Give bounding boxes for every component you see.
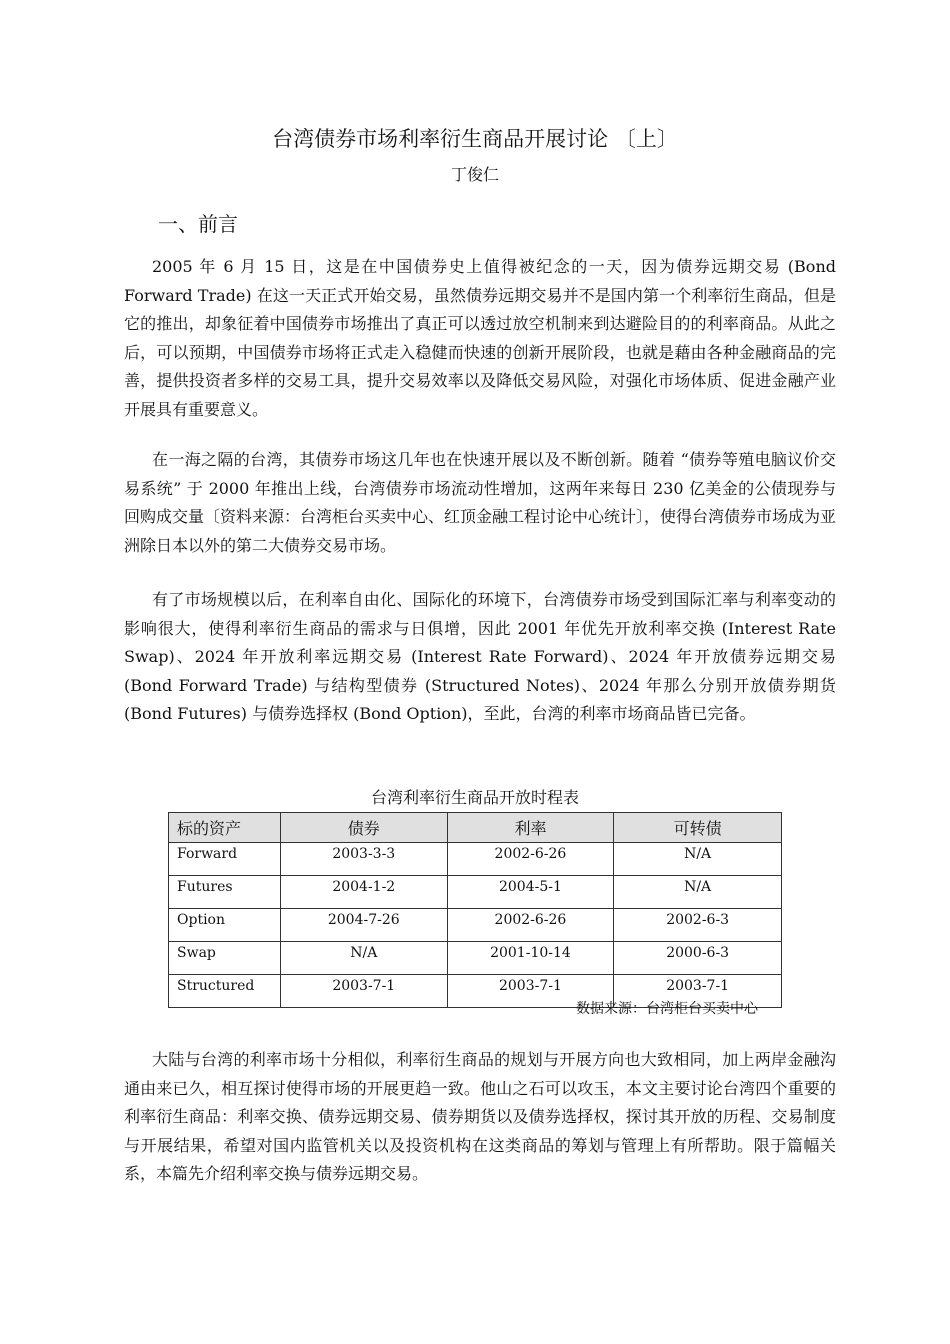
article-title: 台湾债券市场利率衍生商品开展讨论 〔上〕	[272, 127, 678, 151]
table-cell: 2002-6-26	[447, 843, 614, 876]
table-cell: Swap	[169, 942, 281, 975]
table-cell: 2003-7-1	[614, 975, 782, 1008]
table-cell: Option	[169, 909, 281, 942]
table-cell: N/A	[614, 876, 782, 909]
table-cell: 2000-6-3	[614, 942, 782, 975]
table-cell: 2004-1-2	[280, 876, 447, 909]
section-heading: 一、前言	[158, 212, 238, 236]
table-row	[169, 909, 782, 942]
table-cell: N/A	[280, 942, 447, 975]
table-row	[169, 876, 782, 909]
paragraph-3: 有了市场规模以后，在利率自由化、国际化的环境下，台湾债券市场受到国际汇率与利率变动的影响很大，使得利率衍生商品的需求与日俱增，因此 2001 年优先开放利率交换 (Interest Rate Swap)、2024 年开放利率远期交易 (Interest Rate Forward)、2024 年开放债券远期交易 (Bond Forward Trade) 与结构型债券 (Structured Notes)、2024 年那么分别开放债券期货 (Bond Futures) 与债券选择权 (Bond Option)，至此，台湾的利率市场商品皆已完备。	[124, 590, 836, 723]
table-cell: 2001-10-14	[447, 942, 614, 975]
table-cell: 2004-5-1	[447, 876, 614, 909]
paragraph-4: 大陆与台湾的利率市场十分相似，利率衍生商品的规划与开展方向也大致相同，加上两岸金融沟通由来已久，相互探讨使得市场的开展更趋一致。他山之石可以攻玉，本文主要讨论台湾四个重要的利率衍生商品：利率交换、债券远期交易、债券期货以及债券选择权，探讨其开放的历程、交易制度与开展结果，希望对国内监管机关以及投资机构在这类商品的筹划与管理上有所帮助。限于篇幅关系，本篇先介绍利率交换与债券远期交易。	[124, 1050, 836, 1183]
table-header-cell: 利率	[447, 813, 614, 843]
table-cell: 2003-7-1	[280, 975, 447, 1008]
table-row	[169, 843, 782, 876]
table-cell: 2003-3-3	[280, 843, 447, 876]
table-header-cell: 债券	[280, 813, 447, 843]
table-cell: 2004-7-26	[280, 909, 447, 942]
table-header-cell: 标的资产	[169, 813, 281, 843]
table-caption: 台湾利率衍生商品开放时程表	[370, 788, 579, 807]
table-row	[169, 942, 782, 975]
paragraph-1: 2005 年 6 月 15 日，这是在中国债券史上值得被纪念的一天，因为债券远期交易 (Bond Forward Trade) 在这一天正式开始交易，虽然债券远期交易并不是国内第一个利率衍生商品，但是它的推出，却象征着中国债券市场推出了真正可以透过放空机制来到达避险目的的利率商品。从此之后，可以预期，中国债券市场将正式走入稳健而快速的创新开展阶段，也就是藉由各种金融商品的完善，提供投资者多样的交易工具，提升交易效率以及降低交易风险，对强化市场体质、促进金融产业开展具有重要意义。	[124, 257, 836, 419]
table-source-note: 数据来源：台湾柜台买卖中心	[576, 1001, 758, 1017]
schedule-table	[168, 812, 782, 1008]
paragraph-2: 在一海之隔的台湾，其债券市场这几年也在快速开展以及不断创新。随着 “债券等殖电脑议价交易系统” 于 2000 年推出上线，台湾债券市场流动性增加，这两年来每日 230 亿美金的公债现券与回购成交量〔资料来源：台湾柜台买卖中心、红顶金融工程讨论中心统计〕，使得台湾债券市场成为亚洲除日本以外的第二大债券交易市场。	[124, 450, 837, 555]
table-header-cell: 可转债	[614, 813, 782, 843]
table-cell: 2003-7-1	[447, 975, 614, 1008]
table-cell: 2002-6-3	[614, 909, 782, 942]
table-cell: Structured	[169, 975, 281, 1008]
table-cell: Futures	[169, 876, 281, 909]
article-author: 丁俊仁	[450, 165, 499, 184]
table-header-row	[169, 813, 782, 843]
table-cell: Forward	[169, 843, 281, 876]
table-cell: 2002-6-26	[447, 909, 614, 942]
table-cell: N/A	[614, 843, 782, 876]
